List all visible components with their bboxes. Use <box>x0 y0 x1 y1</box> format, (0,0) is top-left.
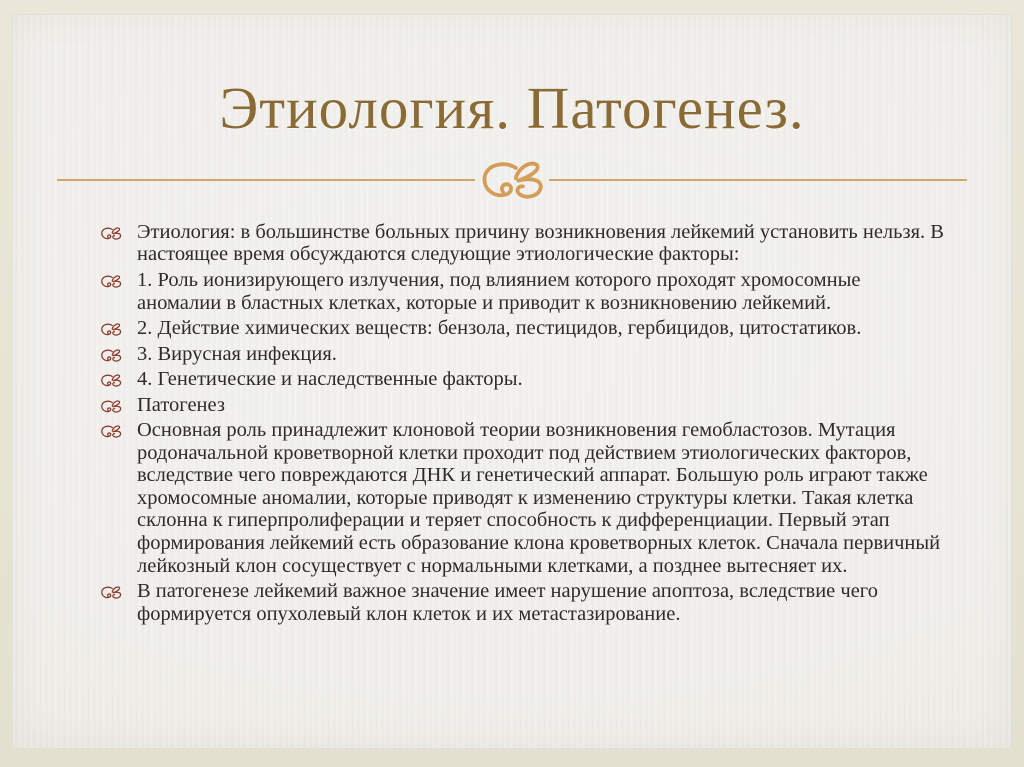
list-item <box>100 419 948 577</box>
bullet-text: 2. Действие химических веществ: бензола, пестицидов, гербицидов, цитостатиков. <box>137 317 862 340</box>
flourish-bullet-icon <box>100 226 122 241</box>
list-item <box>100 221 948 266</box>
bullet-text: Основная роль принадлежит клоновой теории возникновения гемобластозов. Мутация родоначальной кроветворной клетки проходит под действием этиологических факторов, вследствие чего повреждаются ДНК и генетический аппарат. Большую роль играют также хромосомные аномалии, которые приводят к изменению структуры клетки. Такая клетка склонна к гиперпролиферации и теряет способность к дифференциации. Первый этап формирования лейкемий есть образование клона кроветворных клеток. Сначала первичный лейкозный клон сосуществует с нормальными клетками, а позднее вытесняет их. <box>137 419 941 577</box>
flourish-bullet-icon <box>100 274 122 289</box>
bullet-text: 3. Вирусная инфекция. <box>137 342 337 365</box>
list-item <box>100 580 948 625</box>
bullet-text: 1. Роль ионизирующего излучения, под влиянием которого проходят хромосомные аномалии в бластных клетках, которые и приводит к возникновению лейкемий. <box>137 268 861 314</box>
flourish-bullet-icon <box>100 424 122 439</box>
list-item <box>100 317 948 340</box>
title-divider <box>57 155 967 205</box>
bullet-list <box>100 221 948 625</box>
flourish-bullet-icon <box>100 348 122 363</box>
slide-background-panel <box>12 14 1012 749</box>
bullet-text: В патогенезе лейкемий важное значение имеет нарушение апоптоза, вследствие чего формируется опухолевый клон клеток и их метастазирование. <box>137 580 878 625</box>
flourish-bullet-icon <box>100 373 122 388</box>
flourish-bullet-icon <box>100 585 122 600</box>
slide-body <box>100 221 948 625</box>
bullet-text: Этиология: в большинстве больных причину возникновения лейкемий установить нельзя. В настоящее время обсуждаются следующие этиологические факторы: <box>137 220 944 266</box>
bullet-text: 4. Генетические и наследственные факторы. <box>137 368 523 391</box>
list-item <box>100 269 948 314</box>
flourish-bullet-icon <box>100 322 122 337</box>
list-item <box>100 394 948 417</box>
list-item <box>100 343 948 366</box>
slide-title: Этиология. Патогенез. <box>219 75 805 141</box>
flourish-bullet-icon <box>100 399 122 414</box>
bullet-text: Патогенез <box>137 393 225 416</box>
list-item <box>100 368 948 391</box>
divider-line-right <box>549 179 967 181</box>
divider-line-left <box>57 179 475 181</box>
flourish-ornament-icon <box>479 155 545 205</box>
